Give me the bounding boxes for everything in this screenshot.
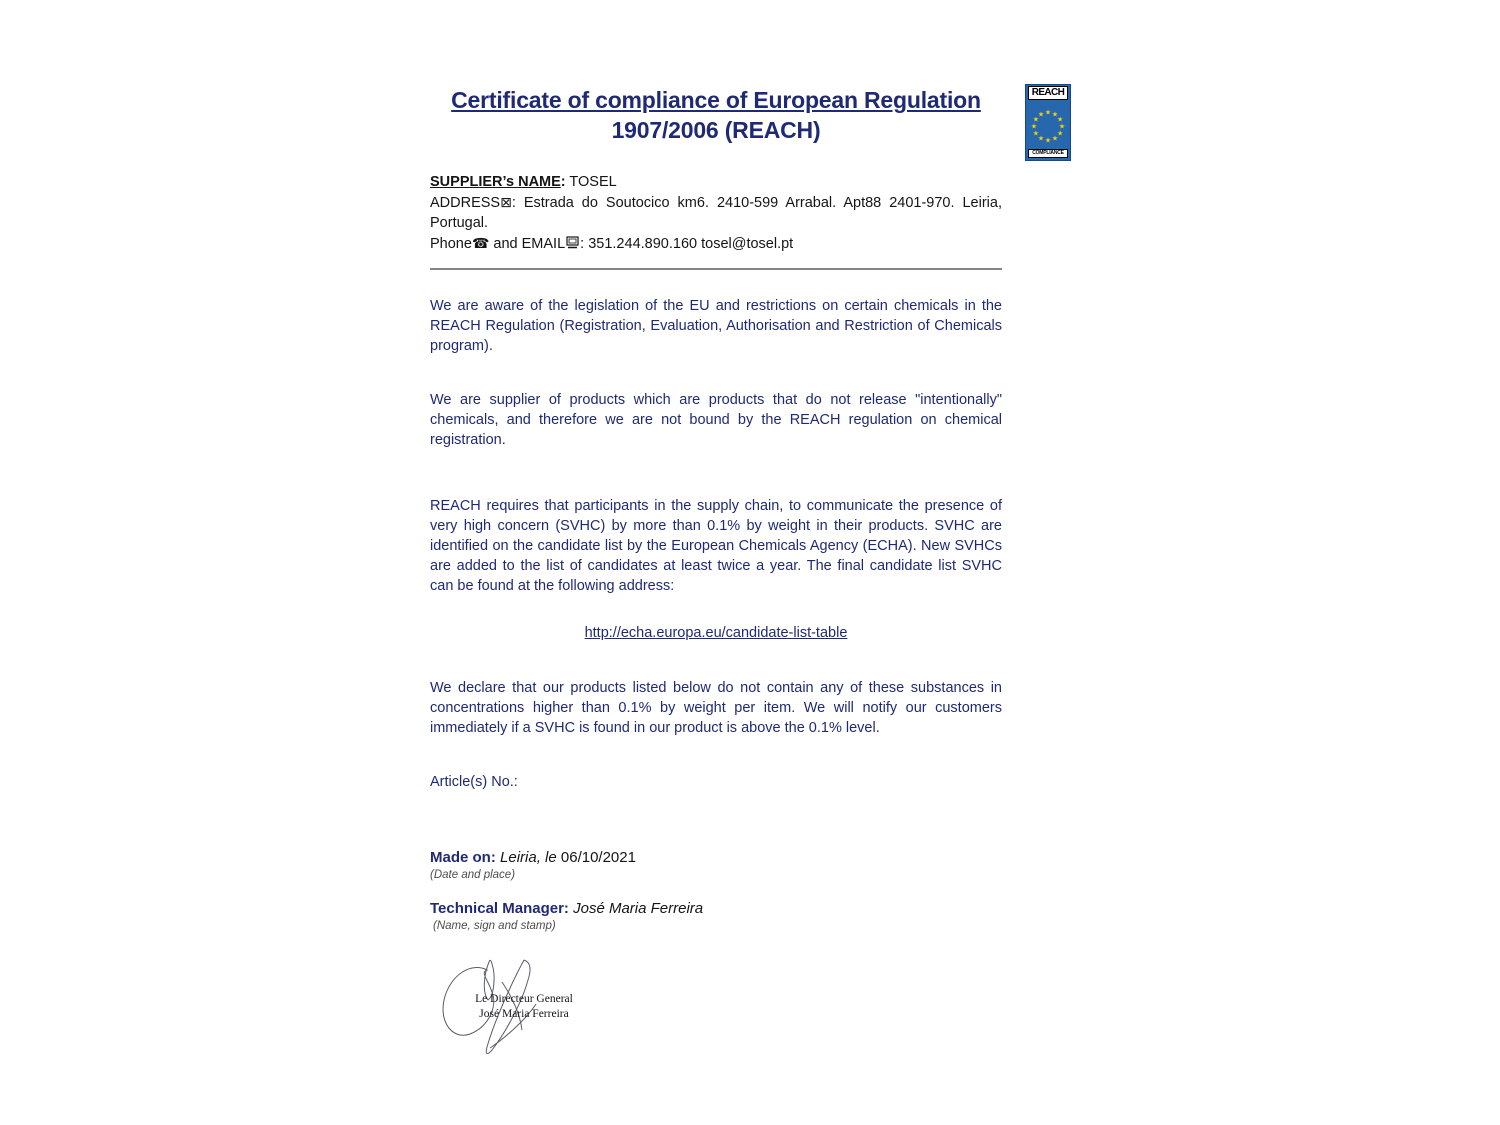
svg-text:★: ★ xyxy=(1058,122,1066,130)
technical-manager-line xyxy=(430,899,1002,919)
supplier-contact-line xyxy=(430,233,1002,254)
svg-text:★: ★ xyxy=(1037,109,1045,118)
svg-text:★: ★ xyxy=(1056,115,1064,123)
supplier-name-value: TOSEL xyxy=(565,174,617,190)
svg-text:★: ★ xyxy=(1044,136,1052,144)
paragraph-declaration: We declare that our products listed below do not contain any of these substances in concentrations higher than 0.1% by weight per item. We will notify our customers immediately if a SVHC is found in our product is above the 0.1% level. xyxy=(430,680,1002,736)
address-label: ADDRESS xyxy=(430,195,501,211)
candidate-list-link[interactable]: http://echa.europa.eu/candidate-list-table xyxy=(584,625,848,641)
envelope-icon: ⊠ xyxy=(500,194,512,210)
address-value: : Estrada do Soutocico km6. 2410-599 Arrabal. Apt88 2401-970. Leiria, Portugal. xyxy=(430,195,1002,231)
title-line1: Certificate of compliance of European Regulation xyxy=(451,87,981,113)
contact-value: : 351.244.890.160 tosel@tosel.pt xyxy=(580,236,794,252)
page-title xyxy=(430,85,1002,145)
eu-stars-icon xyxy=(1026,102,1070,148)
supplier-name-colon: : xyxy=(560,174,566,190)
technical-manager-value: José Maria Ferreira xyxy=(568,900,704,917)
supplier-info xyxy=(430,172,1002,254)
made-on-line xyxy=(430,848,1002,868)
supplier-name-line xyxy=(430,172,1002,192)
svg-text:★: ★ xyxy=(1056,129,1064,137)
article-number-label: Article(s) No.: xyxy=(430,774,518,790)
computer-icon xyxy=(566,236,579,249)
signature-line2: José Maria Ferreira xyxy=(479,1008,569,1020)
svg-text:★: ★ xyxy=(1032,115,1040,123)
signature-line1: Le Directeur General xyxy=(475,993,573,1005)
svg-text:★: ★ xyxy=(1051,134,1059,143)
name-sign-stamp-hint: (Name, sign and stamp) xyxy=(433,920,556,932)
technical-manager-label: Technical Manager: xyxy=(430,900,569,917)
signature-block xyxy=(432,952,602,1072)
section-divider xyxy=(430,268,1002,270)
made-on-place: Leiria, le xyxy=(495,849,557,866)
paragraph-eu-awareness: We are aware of the legislation of the EU and restrictions on certain chemicals in the REACH Regulation (Registration, Evaluation, Authorisation and Restriction of Chemicals program). xyxy=(430,298,1002,354)
email-label: and EMAIL xyxy=(489,236,566,252)
paragraph-reach-requirements: REACH requires that participants in the supply chain, to communicate the presence of very high concern (SVHC) by more than 0.1% by weight in their products. SVHC are identified on the candidate list by the European Chemicals Agency (ECHA). New SVHCs are added to the list of candidates at least twice a year. The final candidate list SVHC can be found at the following address: xyxy=(430,498,1002,594)
phone-label: Phone xyxy=(430,236,472,252)
logo-compliance-label: COMPLIANCE xyxy=(1028,149,1068,158)
supplier-name-label: SUPPLIER’s NAME xyxy=(430,174,561,190)
signature-text xyxy=(464,992,584,1022)
document-content xyxy=(430,85,1002,1072)
logo-reach-label: REACH xyxy=(1028,86,1068,100)
title-line2: 1907/2006 (REACH) xyxy=(611,117,821,143)
svg-text:★: ★ xyxy=(1032,129,1040,137)
svg-text:★: ★ xyxy=(1037,134,1045,143)
paragraph-supplier-statement: We are supplier of products which are products that do not release "intentionally" chemicals, and therefore we are not bound by the REACH regulation on chemical registration. xyxy=(430,392,1002,448)
date-place-hint: (Date and place) xyxy=(430,869,516,881)
phone-icon: ☎ xyxy=(471,235,490,251)
candidate-list-link-row xyxy=(430,624,1002,642)
svg-text:★: ★ xyxy=(1044,108,1052,116)
made-on-label: Made on: xyxy=(430,849,496,866)
svg-text:★: ★ xyxy=(1030,122,1038,130)
svg-text:★: ★ xyxy=(1051,109,1059,118)
reach-compliance-logo xyxy=(1025,84,1071,161)
supplier-address-line xyxy=(430,192,1002,233)
made-on-date: 06/10/2021 xyxy=(556,849,636,866)
